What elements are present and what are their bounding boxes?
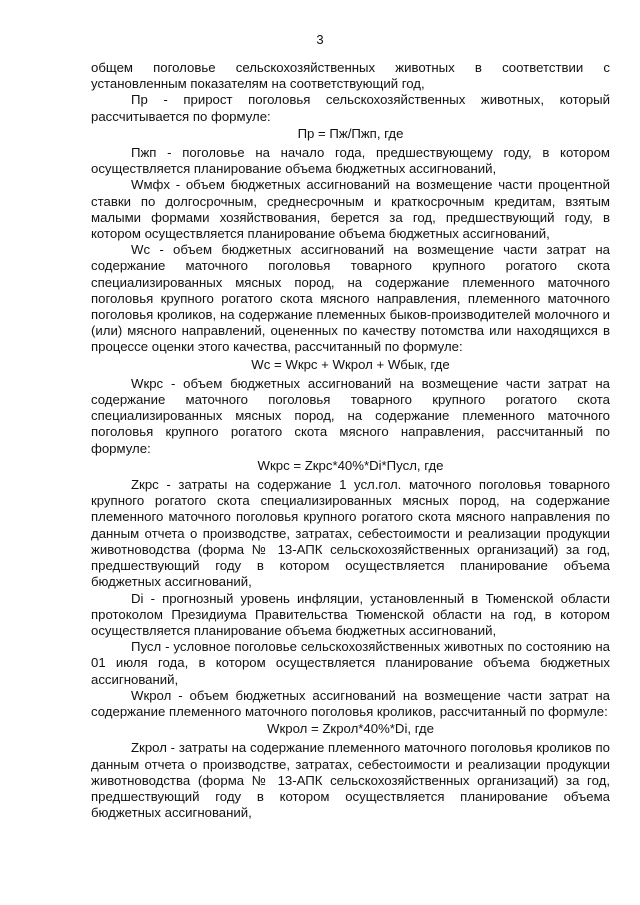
paragraph-conditional-livestock: Пусл - условное поголовье сельскохозяйственных животных по состоянию на 01 июля года, в котором осуществляется планирование объема бюджетных ассигнований,	[91, 639, 610, 687]
paragraph-cattle-costs: Wкрс - объем бюджетных ассигнований на возмещение части затрат на содержание маточного поголовья товарного крупного рогатого скота специализированных мясных пород, на содержание племенного маточного поголовья крупного рогатого скота мясного направления, рассчитанный по формуле:	[91, 375, 610, 456]
paragraph-maintenance-costs: Wс - объем бюджетных ассигнований на возмещение части затрат на содержание маточного поголовья товарного крупного рогатого скота специализированных мясных пород, на содержание племенного маточного поголовья крупного рогатого скота мясного направления, племенного маточного поголовья кроликов, на содержание племенных быков-производителей молочного и (или) мясного направлений, оцененных по качеству потомства или находящихся в процессе оценки этого качества, рассчитанный по формуле:	[91, 242, 610, 355]
page-number: 3	[316, 32, 324, 47]
paragraph-cattle-expense: Zкрс - затраты на содержание 1 усл.гол. маточного поголовья товарного крупного рогатого скота специализированных мясных пород, на содержание племенного маточного поголовья крупного рогатого скота мясного направления по данным отчета о производстве, затратах, себестоимости и реализации продукции животноводства (форма № 13-АПК сельскохозяйственных организаций) за год, предшествующий году в котором осуществляется планирование объема бюджетных ассигнований,	[91, 477, 610, 590]
document-body	[91, 60, 610, 821]
paragraph-initial-livestock: Пжп - поголовье на начало года, предшествующему году, в котором осуществляется планирование объема бюджетных ассигнований,	[91, 145, 610, 177]
paragraph-inflation: Di - прогнозный уровень инфляции, установленный в Тюменской области протоколом Президиума Правительства Тюменской области на год, в котором осуществляется планирование объема бюджетных ассигнований,	[91, 590, 610, 638]
formula-cattle: Wкрс = Zкрс*40%*Di*Пусл, где	[257, 457, 444, 473]
paragraph-rabbit-expense: Zкрол - затраты на содержание племенного маточного поголовья кроликов по данным отчета о производстве, затратах, себестоимости и реализации продукции животноводства (форма № 13-АПК сельскохозяйственных организаций) за год, предшествующий году в котором осуществляется планирование объема бюджетных ассигнований,	[91, 740, 610, 821]
paragraph-small-farms-credit: Wмфх - объем бюджетных ассигнований на возмещение части процентной ставки по долгосрочным, среднесрочным и краткосрочным кредитам, взятым малыми формами хозяйствования, берется за год, предшествующий году, в котором осуществляется планирование объема бюджетных ассигнований,	[91, 177, 610, 242]
paragraph-continuation: общем поголовье сельскохозяйственных животных в соответствии с установленным показателям на соответствующий год,	[91, 60, 610, 92]
formula-maintenance: Wс = Wкрс + Wкрол + Wбык, где	[251, 356, 450, 372]
formula-rabbit: Wкрол = Zкрол*40%*Di, где	[267, 721, 434, 737]
paragraph-rabbit-costs: Wкрол - объем бюджетных ассигнований на возмещение части затрат на содержание племенного маточного поголовья кроликов, рассчитанный по формуле:	[91, 687, 610, 719]
paragraph-growth-definition: Пр - прирост поголовья сельскохозяйственных животных, который рассчитывается по формуле:	[91, 92, 610, 124]
formula-growth: Пр = Пж/Пжп, где	[297, 125, 404, 141]
